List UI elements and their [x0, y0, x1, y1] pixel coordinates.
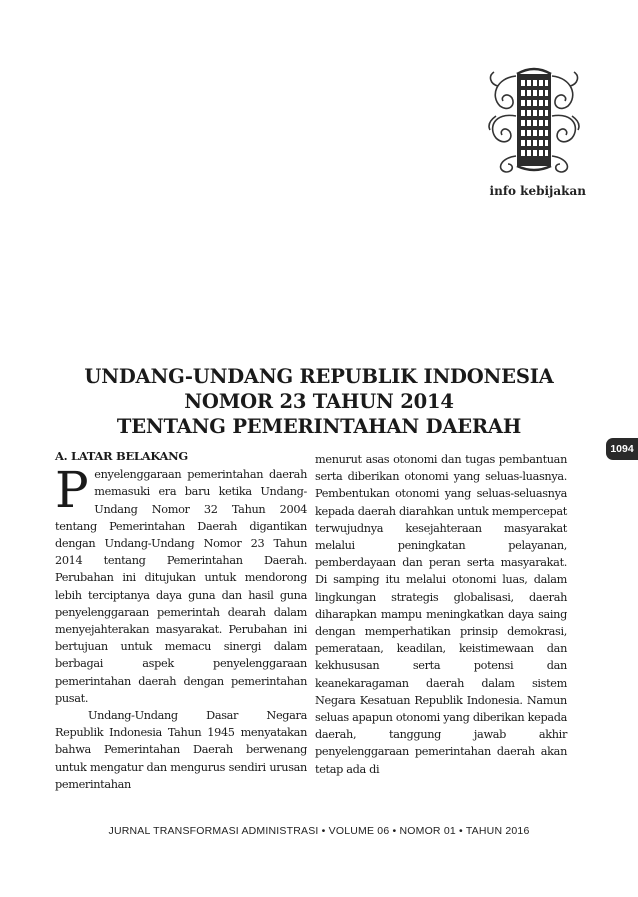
right-column: [315, 451, 567, 778]
drop-cap: P: [55, 461, 89, 520]
paragraph-2: Undang-Undang Dasar Negara Republik Indonesia Tahun 1945 menyatakan bahwa Pemerintahan Daerah berwenang untuk mengatur dan mengurus sendiri urusan pemerintahan: [55, 709, 307, 791]
paragraph-1: [55, 461, 307, 707]
title-line-1: UNDANG-UNDANG REPUBLIK INDONESIA: [84, 365, 554, 388]
section-heading: A. LATAR BELAKANG: [55, 449, 188, 463]
paragraph-3: menurut asas otonomi dan tugas pembantuan serta diberikan otonomi yang seluas-luasnya. Pembentukan otonomi yang seluas-seluasnya kepada daerah diarahkan untuk mempercepat terwujudnya kesejahteraan masyarakat melalui peningkatan pelayanan, pemberdayaan dan peran serta masyarakat. Di samping itu melalui otonomi luas, dalam lingkungan strategis globalisasi, daerah diharapkan mampu meningkatkan daya saing dengan memperhatikan prinsip demokrasi, pemerataan, keadilan, keistimewaan dan kekhususan serta potensi dan keanekaragaman daerah dalam sistem Negara Kesatuan Republik Indonesia. Namun seluas apapun otonomi yang diberikan kepada daerah, tanggung jawab akhir penyelenggaraan pemerintahan daerah akan tetap ada di: [315, 453, 567, 776]
title-line-3: TENTANG PEMERINTAHAN DAERAH: [116, 415, 522, 438]
section-label: info kebijakan: [489, 184, 586, 198]
paragraph-1-text: enyelenggaraan pemerintahan daerah memasuki era baru ketika Undang-Undang Nomor 32 Tahun 2004 tentang Pemerintahan Daerah digantikan dengan Undang-Undang Nomor 23 Tahun 2014 tentang Pemerintahan Daerah. Perubahan ini ditujukan untuk mendorong lebih terciptanya daya guna dan hasil guna penyelenggaraan pemerintah dearah dalam menyejahterakan masyarakat. Perubahan ini bertujuan untuk memacu sinergi dalam berbagai aspek penyelenggaraan pemerintahan daerah dengan pemerintahan pusat.: [55, 468, 307, 705]
journal-footer: JURNAL TRANSFORMASI ADMINISTRASI • VOLUME 06 • NOMOR 01 • TAHUN 2016: [108, 825, 530, 837]
left-column: [55, 448, 307, 793]
ornament-logo-icon: [486, 66, 582, 174]
page-number-tab: 1094: [606, 438, 638, 460]
title-line-2: NOMOR 23 TAHUN 2014: [184, 390, 454, 413]
page-title: [40, 364, 598, 439]
